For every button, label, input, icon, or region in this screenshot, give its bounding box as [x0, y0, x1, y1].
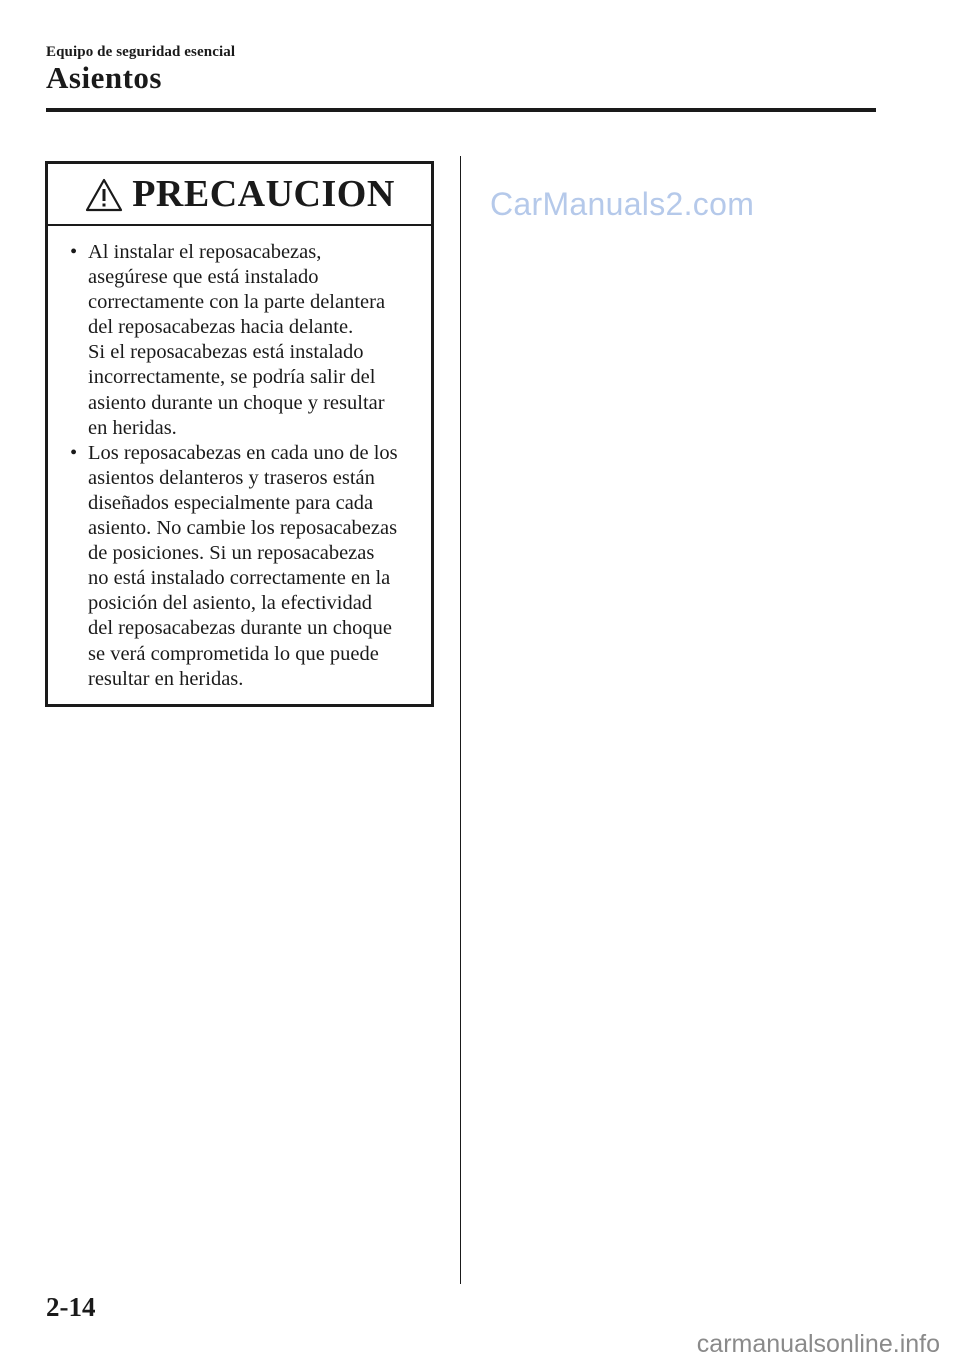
caution-line: se verá comprometida lo que puede — [88, 642, 379, 665]
caution-title: PRECAUCION — [132, 173, 395, 215]
caution-line: asientos delanteros y traseros están — [88, 466, 375, 489]
caution-line: no está instalado correctamente en la — [88, 567, 391, 590]
caution-line: asegúrese que está instalado — [88, 266, 319, 289]
footer-watermark-link[interactable]: carmanualsonline.info — [696, 1330, 940, 1358]
watermark-link[interactable]: CarManuals2.com — [490, 186, 755, 222]
warning-triangle-icon — [84, 177, 124, 213]
bullet: • — [70, 241, 78, 263]
caution-item — [48, 441, 431, 692]
page-number: 2-14 — [46, 1292, 96, 1322]
caution-line: asiento durante un choque y resultar — [88, 391, 385, 414]
caution-line: Los reposacabezas en cada uno de los — [88, 441, 398, 464]
caution-line: Al instalar el reposacabezas, — [88, 241, 322, 263]
caution-line: del reposacabezas hacia delante. — [88, 316, 354, 339]
caution-box — [45, 161, 434, 707]
caution-line: incorrectamente, se podría salir del — [88, 366, 376, 389]
caution-line: posición del asiento, la efectividad — [88, 592, 373, 615]
section-label: Equipo de seguridad esencial — [46, 44, 236, 60]
header-rule — [46, 108, 876, 112]
caution-line: correctamente con la parte delantera — [88, 291, 386, 314]
caution-header — [48, 164, 431, 226]
caution-line: Si el reposacabezas está instalado — [88, 341, 364, 364]
caution-line: en heridas. — [88, 416, 177, 439]
bullet: • — [70, 441, 78, 464]
caution-line: del reposacabezas durante un choque — [88, 617, 392, 640]
caution-item — [48, 240, 431, 441]
caution-line: diseñados especialmente para cada — [88, 491, 374, 514]
caution-list — [48, 226, 431, 692]
caution-line: asiento. No cambie los reposacabezas — [88, 517, 398, 540]
chapter-title: Asientos — [46, 60, 162, 95]
caution-line: de posiciones. Si un reposacabezas — [88, 542, 375, 565]
caution-line: resultar en heridas. — [88, 667, 244, 690]
column-divider — [460, 156, 461, 1284]
